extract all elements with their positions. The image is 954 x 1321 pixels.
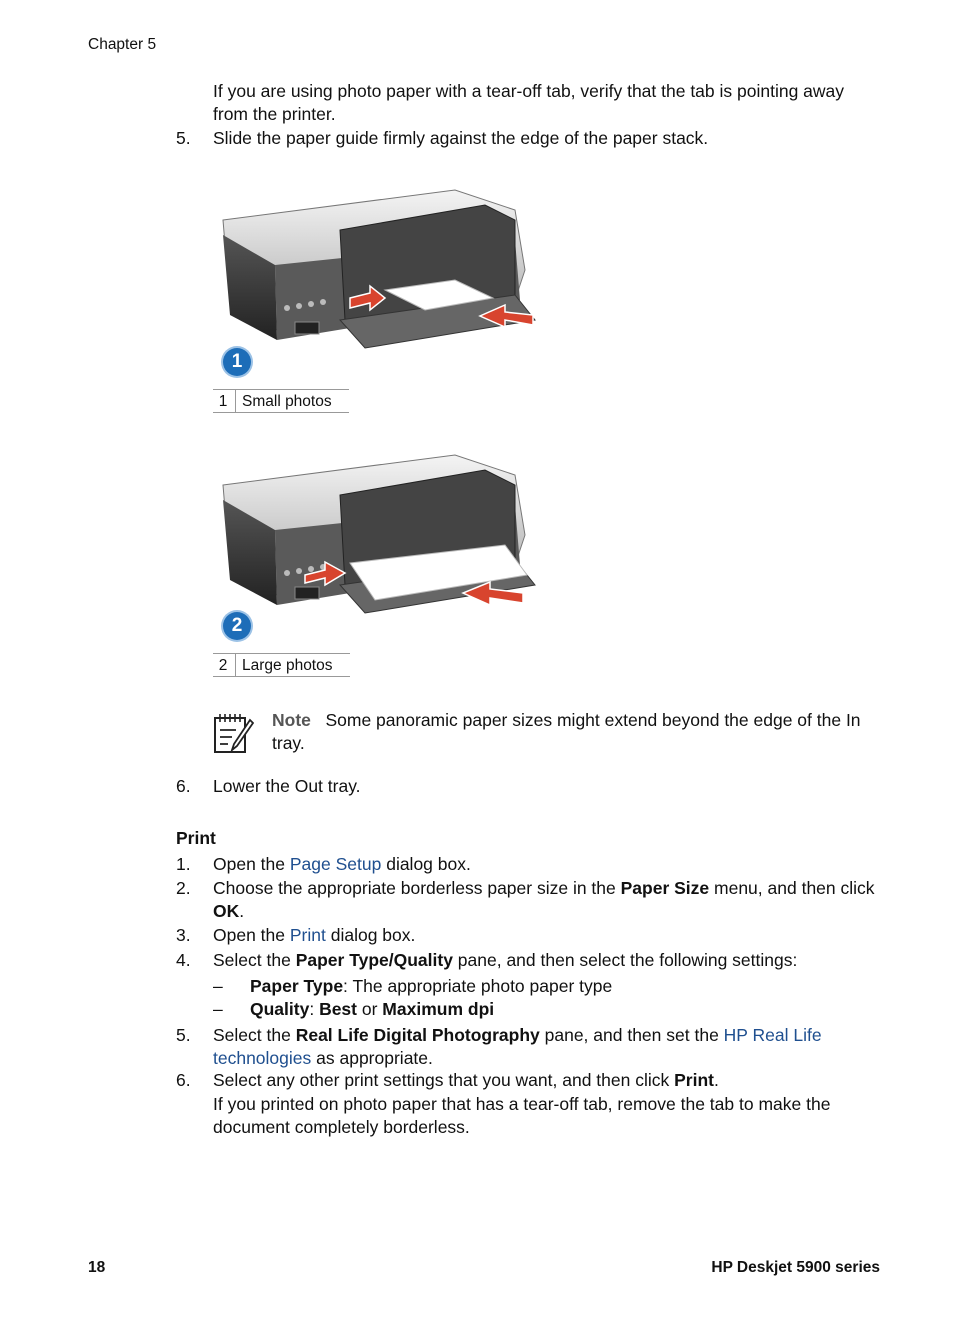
print-step-1-text: Open the (213, 854, 290, 874)
print-step-5-text-end: as appropriate. (311, 1048, 433, 1068)
figure-1-caption-table (213, 389, 349, 413)
print-heading: Print (176, 828, 216, 848)
sub-bullet-1 (250, 975, 870, 998)
print-step-4-text: Select the (213, 950, 296, 970)
print-step-6-text-end: . (713, 1070, 719, 1090)
chapter-header: Chapter 5 (88, 36, 157, 53)
sub-bullet-1-text: : The appropriate photo paper type (343, 976, 613, 996)
figure-2-caption: Large photos (236, 654, 351, 677)
print-step-2-number: 2. (176, 878, 191, 898)
note-block (272, 709, 872, 755)
maximum-dpi-term: Maximum dpi (382, 999, 495, 1019)
callout-badge-2: 2 (223, 612, 251, 640)
print-step-4 (213, 949, 883, 972)
print-step-3 (213, 924, 883, 947)
note-text: Some panoramic paper sizes might extend beyond the edge of the In tray. (272, 710, 861, 753)
print-step-3-text-end: dialog box. (325, 925, 416, 945)
sub-bullet-1-dash: – (213, 976, 223, 996)
step-5-number: 5. (176, 128, 191, 148)
figure-1-number: 1 (213, 390, 236, 413)
print-step-1-text-end: dialog box. (381, 854, 471, 874)
print-step-3-number: 3. (176, 925, 191, 945)
print-step-5-number: 5. (176, 1025, 191, 1045)
real-life-digital-photography-term: Real Life Digital Photography (295, 1025, 540, 1045)
sub-bullet-2 (250, 998, 870, 1021)
page-setup-link[interactable]: Page Setup (289, 854, 382, 874)
paper-type-term: Paper Type (250, 976, 344, 996)
print-step-5-text: Select the (213, 1025, 296, 1045)
print-step-5 (213, 1024, 873, 1070)
hp-real-life-technologies-link[interactable]: HP Real Life technologies (213, 1025, 822, 1068)
print-step-2-text-end: . (239, 901, 245, 921)
print-step-4-text-end: pane, and then select the following settings: (452, 950, 798, 970)
figure-1-caption: Small photos (236, 390, 350, 413)
sub-bullet-2-or: or (357, 999, 383, 1019)
print-step-2-text: Choose the appropriate borderless paper size in the (213, 878, 621, 898)
print-step-2 (213, 877, 883, 923)
print-step-1-number: 1. (176, 854, 191, 874)
step-6-number: 6. (176, 776, 191, 796)
note-icon (212, 712, 254, 754)
print-step-4-number: 4. (176, 950, 191, 970)
step-6-text: Lower the Out tray. (213, 776, 361, 796)
printer-illustration-small-photos (215, 180, 545, 380)
print-step-6-text: Select any other print settings that you want, and then click (213, 1070, 675, 1090)
print-step-6-extra: If you printed on photo paper that has a tear-off tab, remove the tab to make the document completely borderless. (213, 1094, 831, 1137)
page-number: 18 (88, 1259, 106, 1276)
ok-term: OK (213, 901, 240, 921)
intro-paragraph: If you are using photo paper with a tear-off tab, verify that the tab is pointing away from the printer. (213, 81, 845, 124)
figure-2-number: 2 (213, 654, 236, 677)
print-step-2-text-mid: menu, and then click (709, 878, 875, 898)
print-dialog-link[interactable]: Print (289, 925, 326, 945)
printer-illustration-large-photos (215, 445, 545, 645)
paper-type-quality-term: Paper Type/Quality (295, 950, 453, 970)
callout-badge-1: 1 (223, 348, 251, 376)
print-step-1 (213, 853, 883, 876)
print-step-5-text-mid: pane, and then set the (539, 1025, 724, 1045)
step-5-text: Slide the paper guide firmly against the edge of the paper stack. (213, 128, 709, 148)
print-step-6 (213, 1069, 883, 1092)
footer-product-name: HP Deskjet 5900 series (711, 1259, 880, 1276)
paper-size-term: Paper Size (620, 878, 710, 898)
print-step-6-number: 6. (176, 1070, 191, 1090)
quality-term: Quality (250, 999, 310, 1019)
print-step-3-text: Open the (213, 925, 290, 945)
figure-2-caption-table (213, 653, 350, 677)
best-term: Best (319, 999, 357, 1019)
sub-bullet-2-dash: – (213, 999, 223, 1019)
sub-bullet-2-sep: : (309, 999, 320, 1019)
print-term: Print (674, 1070, 714, 1090)
note-label: Note (272, 710, 311, 730)
